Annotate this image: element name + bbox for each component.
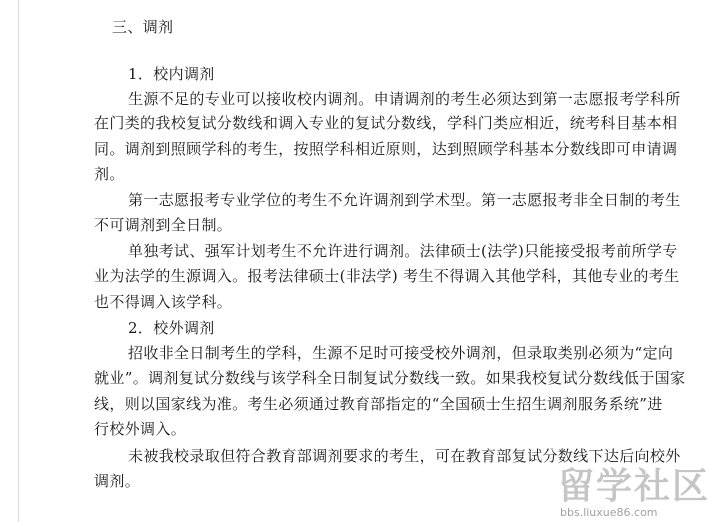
paragraph-line: 不可调剂到全日制。 bbox=[94, 216, 233, 234]
watermark-url: bbs.liuxue86.com bbox=[560, 506, 658, 519]
paragraph-line: 同。调剂到照顾学科的考生，按照学科相近原则，达到照顾学科基本分数线即可申请调 bbox=[94, 140, 678, 158]
paragraph-line: 单独考试、强军计划考生不允许进行调剂。法律硕士(法学)只能接受报考前所学专 bbox=[128, 242, 678, 260]
paragraph-line: 生源不足的专业可以接收校内调剂。申请调剂的考生必须达到第一志愿报考学科所 bbox=[128, 90, 681, 108]
section-title: 三、调剂 bbox=[112, 18, 174, 36]
watermark-title: 留学社区 bbox=[558, 466, 711, 507]
paragraph-line: 剂。 bbox=[94, 165, 125, 183]
paragraph-line: 调剂。 bbox=[94, 472, 141, 490]
subsection-title-internal: 1．校内调剂 bbox=[128, 65, 215, 83]
paragraph-line: 第一志愿报考专业学位的考生不允许调剂到学术型。第一志愿报考非全日制的考生 bbox=[128, 191, 681, 209]
paragraph-line: 也不得调入该学科。 bbox=[94, 293, 233, 311]
page-margin-rule bbox=[18, 0, 19, 522]
subsection-title-external: 2．校外调剂 bbox=[128, 319, 215, 337]
paragraph-line: 业为法学的生源调入。报考法律硕士(非法学) 考生不得调入其他学科，其他专业的考生 bbox=[94, 267, 680, 285]
paragraph-line: 在门类的我校复试分数线和调入专业的复试分数线，学科门类应相近，统考科目基本相 bbox=[94, 114, 678, 132]
paragraph-line: 招收非全日制考生的学科，生源不足时可接受校外调剂，但录取类别必须为“定向 bbox=[128, 344, 674, 362]
paragraph-line: 线，则以国家线为准。考生必须通过教育部指定的“全国硕士生招生调剂服务系统”进 bbox=[94, 395, 663, 413]
paragraph-line: 行校外调入。 bbox=[94, 420, 187, 438]
paragraph-line: 就业”。调剂复试分数线与该学科全日制复试分数线一致。如果我校复试分数线低于国家 bbox=[94, 369, 686, 387]
paragraph-line: 未被我校录取但符合教育部调剂要求的考生，可在教育部复试分数线下达后向校外 bbox=[128, 447, 681, 465]
site-watermark bbox=[558, 458, 718, 522]
